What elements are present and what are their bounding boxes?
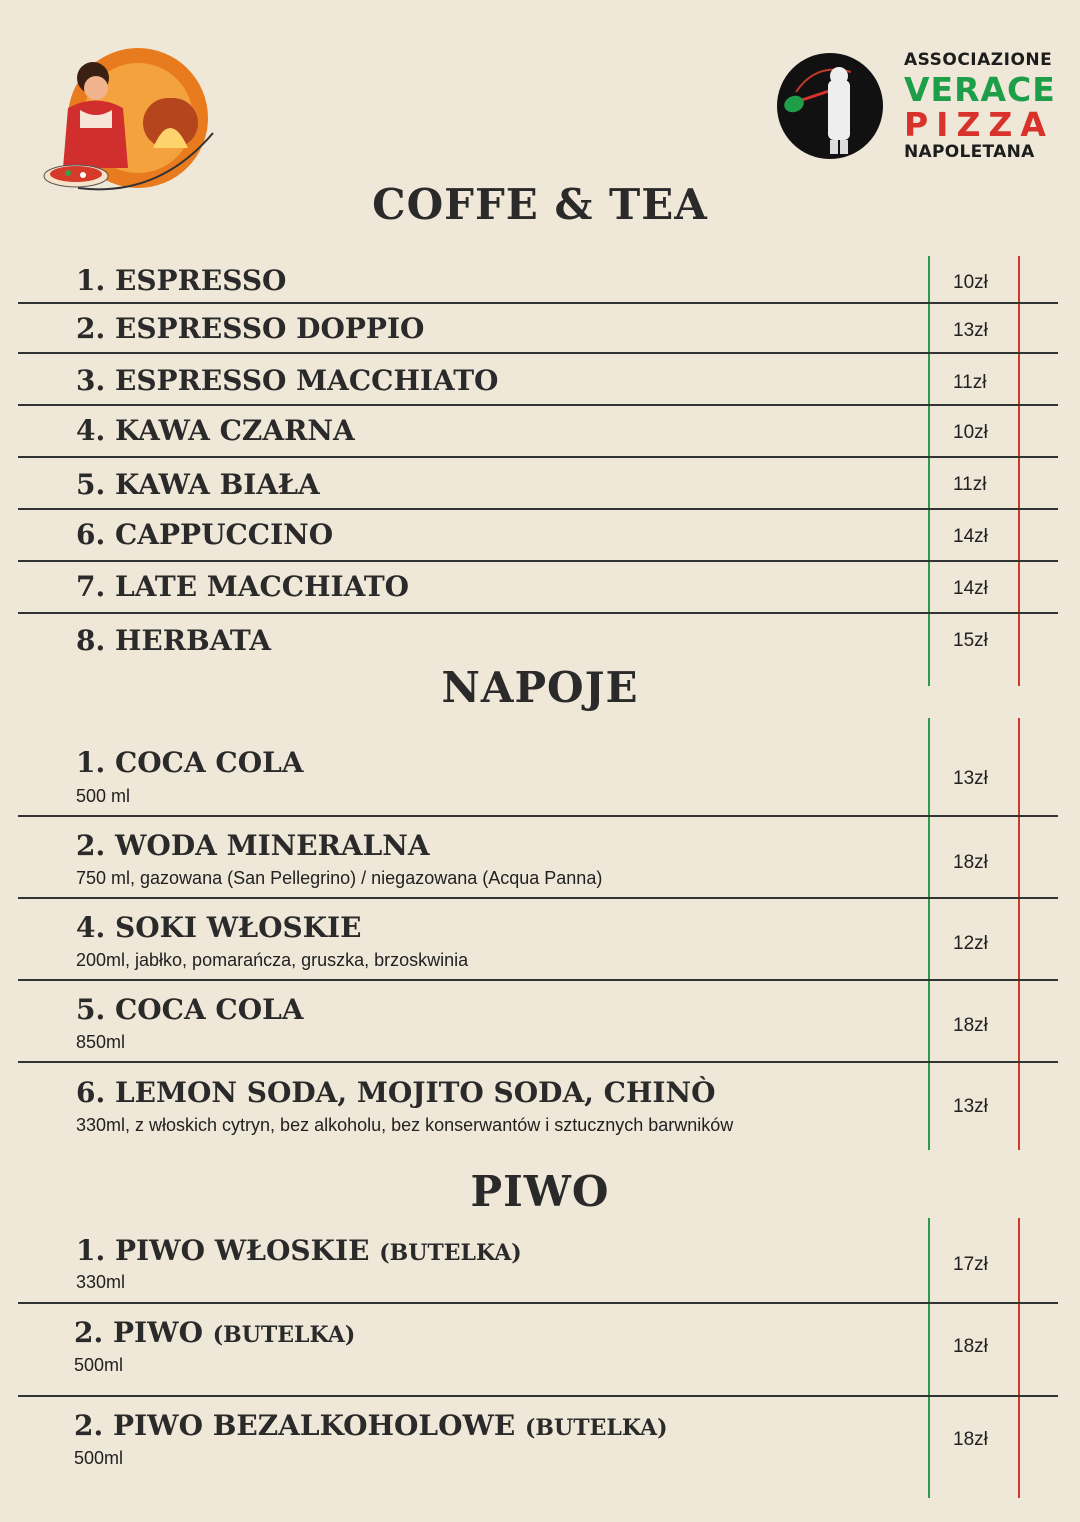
avpn-line4: NAPOLETANA	[904, 142, 1035, 162]
item-price: 17zł	[953, 1254, 988, 1275]
item-name: 7. LATE MACCHIATO	[76, 570, 410, 603]
item-name: 6. LEMON SODA, MOJITO SODA, CHINÒ	[76, 1076, 716, 1109]
item-price: 10zł	[953, 422, 988, 443]
item-price: 15zł	[953, 630, 988, 651]
menu-item	[18, 1063, 1058, 1150]
item-packaging: (BUTELKA)	[379, 1240, 522, 1266]
avpn-logo	[776, 50, 1056, 162]
item-price: 18zł	[953, 1015, 988, 1036]
item-name	[74, 1316, 355, 1349]
avpn-line1: ASSOCIAZIONE	[904, 50, 1053, 70]
item-name: 2. ESPRESSO DOPPIO	[76, 312, 425, 345]
item-name: 8. HERBATA	[76, 624, 271, 657]
item-name: 3. ESPRESSO MACCHIATO	[76, 364, 499, 397]
menu-item	[18, 562, 1058, 614]
item-description: 500 ml	[76, 786, 131, 806]
menu-item	[18, 981, 1058, 1063]
item-description: 500ml	[74, 1448, 124, 1468]
item-name	[76, 1234, 522, 1267]
item-packaging: (BUTELKA)	[212, 1322, 356, 1348]
item-description: 330ml, z włoskich cytryn, bez alkoholu, bez konserwantów i sztucznych barwników	[76, 1115, 734, 1135]
item-price: 14zł	[953, 526, 988, 547]
section-title-piwo: PIWO	[470, 1167, 610, 1216]
menu-item	[18, 458, 1058, 510]
section-title-napoje: NAPOJE	[441, 663, 639, 712]
item-name: 4. KAWA CZARNA	[76, 414, 355, 447]
item-name: 4. SOKI WŁOSKIE	[76, 911, 362, 944]
item-price: 13zł	[953, 1096, 988, 1117]
menu-item	[18, 614, 1058, 666]
section-title-coffee: COFFE & TEA	[372, 180, 708, 229]
item-price: 11zł	[953, 474, 987, 495]
item-name	[74, 1409, 668, 1442]
menu-item	[18, 304, 1058, 354]
pizzaiolo-icon	[776, 52, 884, 160]
avpn-line2: VERACE	[904, 70, 1056, 109]
menu-item	[18, 354, 1058, 406]
item-price: 11zł	[953, 372, 987, 393]
menu-item	[18, 1222, 1058, 1304]
item-price: 18zł	[953, 1336, 988, 1357]
item-name: 6. CAPPUCCINO	[76, 518, 334, 551]
item-packaging: (BUTELKA)	[525, 1415, 668, 1441]
item-price: 13zł	[953, 768, 988, 789]
item-description: 850ml	[76, 1032, 126, 1052]
menu-item	[18, 256, 1058, 304]
menu-item	[18, 817, 1058, 899]
menu-item	[18, 899, 1058, 981]
item-name: 5. KAWA BIAŁA	[76, 468, 320, 501]
item-description: 750 ml, gazowana (San Pellegrino) / niegazowana (Acqua Panna)	[76, 868, 603, 888]
avpn-line3: PIZZA	[904, 105, 1054, 144]
item-name: 5. COCA COLA	[76, 993, 304, 1026]
item-name-main: 1. PIWO WŁOSKIE	[76, 1234, 370, 1267]
menu-item	[18, 1397, 1058, 1497]
menu-item	[18, 1304, 1058, 1397]
item-price: 18zł	[953, 852, 988, 873]
menu-item	[18, 736, 1058, 817]
item-name: 2. WODA MINERALNA	[76, 829, 430, 862]
item-name-main: 2. PIWO BEZALKOHOLOWE	[74, 1409, 516, 1442]
item-price: 13zł	[953, 320, 988, 341]
item-description: 330ml	[76, 1272, 126, 1292]
menu-item	[18, 510, 1058, 562]
menu-item	[18, 406, 1058, 458]
item-name: 1. ESPRESSO	[76, 264, 287, 297]
pizzeria-logo	[38, 48, 218, 198]
item-name-main: 2. PIWO	[74, 1316, 203, 1349]
item-description: 500ml	[74, 1355, 124, 1375]
item-name: 1. COCA COLA	[76, 746, 304, 779]
item-price: 14zł	[953, 578, 988, 599]
avpn-wordmark	[904, 52, 1056, 161]
item-description: 200ml, jabłko, pomarańcza, gruszka, brzoskwinia	[76, 950, 469, 970]
item-price: 10zł	[953, 272, 988, 293]
item-price: 18zł	[953, 1429, 988, 1450]
item-price: 12zł	[953, 933, 988, 954]
